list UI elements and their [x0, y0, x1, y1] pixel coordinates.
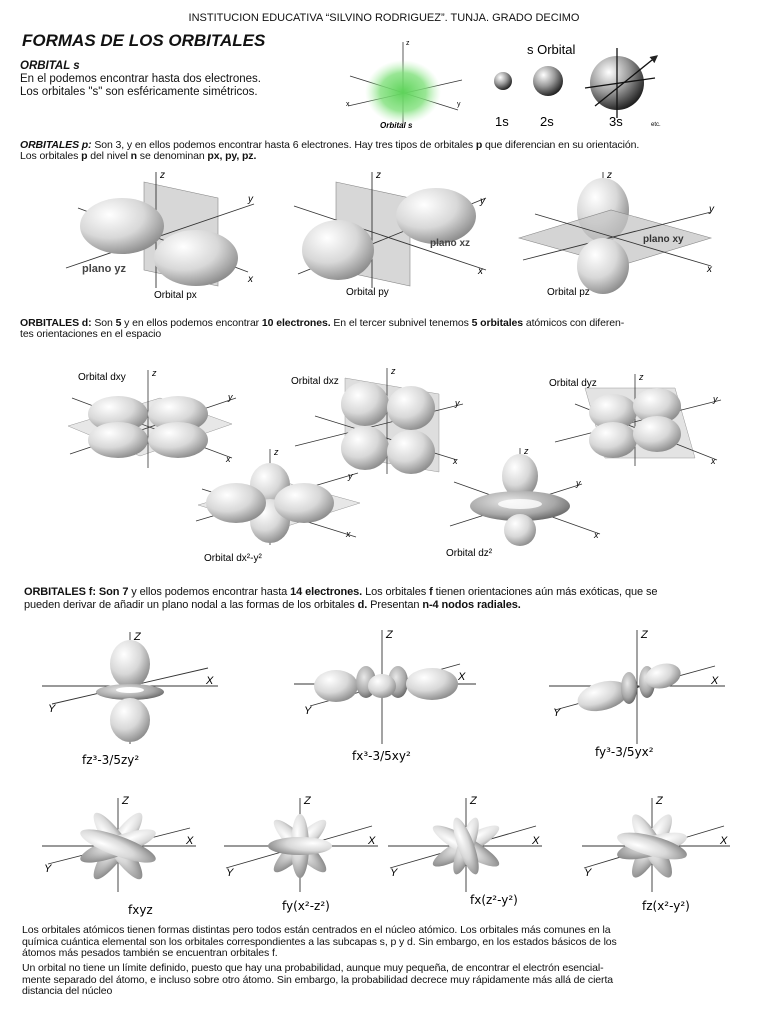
d-t7: atómicos con diferen-	[523, 317, 625, 329]
axis-X: X	[532, 835, 540, 847]
d-t4: 10 electrones.	[261, 317, 331, 329]
p-line2b: p	[81, 150, 88, 162]
axis-X: X	[368, 835, 376, 847]
d-t2: 5	[115, 317, 122, 329]
s-orbital-diagram-title: s Orbital	[527, 42, 576, 57]
f-t5: f	[429, 586, 433, 598]
orbital-s-heading: ORBITAL s	[20, 60, 80, 72]
axis-z-label: z	[406, 40, 410, 47]
axis-y: y	[348, 471, 353, 481]
orbital-fxyz-figure	[40, 792, 200, 918]
d-t6: 5 orbitales	[471, 317, 524, 329]
orbital-dx2y2-figure	[188, 445, 368, 565]
axis-x: x	[346, 529, 351, 539]
footer-p1-line3: átomos más pesados también se encuentran orbitales f.	[22, 947, 278, 959]
axis-x: x	[453, 456, 458, 466]
axis-z: z	[639, 372, 644, 382]
axis-Y: Y	[553, 707, 561, 719]
f-t4: Los orbitales	[362, 586, 430, 598]
lobe-py-left	[302, 220, 374, 280]
orbitales-f-text	[24, 586, 754, 612]
lobe-py-right	[396, 188, 476, 244]
p-line2a: Los orbitales	[20, 150, 82, 162]
axis-z: z	[391, 366, 396, 376]
sphere-1s	[494, 72, 512, 90]
f-t1: Son 7	[95, 586, 129, 598]
axis-x: x	[226, 454, 231, 464]
axis-Y: Y	[584, 867, 592, 879]
p-line2f: px, py, pz.	[207, 150, 257, 162]
footer-p1-line1: Los orbitales atómicos tienen formas distintas pero todos están centrados en el núcleo atómico. Los orbitales más comunes en la	[22, 924, 611, 936]
lobe-px-left	[80, 198, 164, 254]
orbital-dxy-label: Orbital dxy	[78, 372, 126, 383]
p-line2d: n	[130, 150, 137, 162]
plane-xz-label: plano xz	[430, 238, 471, 249]
orbital-fy3-figure	[545, 624, 735, 764]
footer-p2-line1: Un orbital no tiene un límite definido, puesto que hay una probabilidad, aunque muy pequeña, de encontrar el electrón esencial-	[22, 962, 604, 974]
footer-paragraph-1	[22, 925, 752, 960]
orbital-dyz-label: Orbital dyz	[549, 378, 597, 389]
orbital-s-line1: En el podemos encontrar hasta dos electrones.	[20, 73, 262, 85]
f-t3: 14 electrones.	[290, 586, 363, 598]
label-1s: 1s	[495, 114, 509, 129]
d-t5: En el tercer subnivel tenemos	[330, 317, 472, 329]
f-l2c: Presentan	[367, 599, 423, 611]
s-orbital-cloud-figure	[340, 36, 470, 132]
axis-X: X	[720, 835, 728, 847]
footer-p2-line3: distancia del núcleo	[22, 985, 113, 997]
axis-x: x	[248, 274, 253, 285]
f-heading: ORBITALES f:	[24, 586, 96, 598]
orbitales-d-text	[20, 318, 760, 340]
axis-X: X	[186, 835, 194, 847]
orbital-f-label-4: fxyz	[128, 903, 153, 917]
orbital-f-label-3: fy³-3/5yx²	[595, 745, 654, 759]
orbital-fy-figure	[222, 792, 382, 918]
axis-x: x	[711, 456, 716, 466]
fy-lobes	[268, 814, 332, 878]
axis-Y: Y	[48, 703, 56, 715]
axis-Z: Z	[304, 795, 311, 807]
orbital-f-label-2: fx³-3/5xy²	[352, 749, 411, 763]
axis-Z: Z	[122, 795, 129, 807]
school-header: INSTITUCION EDUCATIVA “SILVINO RODRIGUEZ”. TUNJA. GRADO DECIMO	[188, 12, 580, 24]
orbital-fz3-figure	[38, 624, 228, 772]
axis-x-label: x	[346, 101, 350, 108]
d-t3: y en ellos podemos encontrar	[121, 317, 262, 329]
axis-y: y	[576, 478, 581, 488]
axis-y: y	[228, 392, 233, 402]
lobe-pz-bottom	[577, 238, 629, 294]
axis-y: y	[455, 398, 460, 408]
p-text1: Son 3, y en ellos podemos encontrar hasta 6 electrones. Hay tres tipos de orbitales	[91, 139, 476, 151]
d-heading: ORBITALES d:	[20, 317, 92, 329]
d-line2: tes orientaciones en el espacio	[20, 328, 162, 340]
footer-paragraph-2	[22, 963, 752, 998]
axis-Y: Y	[390, 867, 398, 879]
orbital-pz-label: Orbital pz	[547, 287, 590, 298]
p-heading: ORBITALES p:	[20, 139, 92, 151]
axis-X: X	[206, 675, 214, 687]
footer-p1-line2: química cuántica elemental son los orbitales correspondientes a las subcapas s, p y d. Sin embargo, en los estados básicos de los	[22, 935, 617, 948]
orbital-pz-figure	[515, 168, 725, 304]
axis-z: z	[376, 170, 381, 181]
sphere-2s	[533, 66, 563, 96]
orbitales-p-text	[20, 140, 760, 162]
axis-X: X	[711, 675, 719, 687]
axis-Y: Y	[226, 867, 234, 879]
orbital-f-label-6: fx(z²-y²)	[470, 893, 518, 907]
footer-p2-line2: mente separado del átomo, e incluso sobre otro átomo. Sin embargo, la probabilidad decrece muy rápidamente más allá de cierta	[22, 973, 614, 986]
axis-x: x	[478, 266, 483, 277]
orbital-s-line2: Los orbitales "s" son esféricamente simétricos.	[20, 86, 258, 98]
axis-z: z	[160, 170, 165, 181]
orbital-fx3-figure	[290, 624, 480, 764]
axis-Y: Y	[44, 863, 52, 875]
axis-y: y	[709, 204, 714, 215]
orbital-f-label-1: fz³-3/5zy²	[82, 753, 140, 767]
orbital-dz2-label: Orbital dz²	[446, 548, 493, 559]
axis-Z: Z	[470, 795, 477, 807]
lobe-px-right	[154, 230, 238, 286]
axis-y: y	[248, 194, 253, 205]
p-bold: p	[475, 139, 483, 151]
p-text2: que diferencian en su orientación.	[482, 139, 640, 151]
f-t6: tienen orientaciones aún más exóticas, que se	[432, 586, 658, 598]
p-line2c: del nivel	[87, 150, 131, 162]
orbital-s-cloud-label: Orbital s	[380, 121, 413, 130]
orbital-py-figure	[290, 168, 500, 304]
s-orbital-sizes-figure	[485, 38, 685, 132]
label-etc: etc.	[651, 122, 661, 128]
page-title: FORMAS DE LOS ORBITALES	[22, 31, 266, 50]
axis-x: x	[707, 264, 712, 275]
orbital-px-figure	[58, 168, 268, 304]
orbital-dz2-figure	[440, 446, 620, 564]
axis-Z: Z	[656, 795, 663, 807]
orbital-f-label-7: fz(x²-y²)	[642, 899, 690, 913]
orbital-fz-figure	[580, 792, 740, 918]
axis-x: x	[594, 530, 599, 540]
axis-X: X	[458, 671, 466, 683]
axis-y-label: y	[457, 101, 461, 108]
p-line2e: se denominan	[136, 150, 208, 162]
axis-y: y	[480, 196, 485, 207]
f-l2d: n-4 nodos radiales.	[422, 599, 521, 611]
plane-xy-label: plano xy	[643, 234, 684, 245]
s-orbital-cloud	[365, 60, 441, 124]
axis-Y: Y	[304, 705, 312, 717]
orbital-py-label: Orbital py	[346, 287, 389, 298]
axis-Z: Z	[386, 629, 393, 641]
orbital-dxz-label: Orbital dxz	[291, 376, 339, 387]
label-3s: 3s	[609, 114, 623, 129]
d-t1: Son	[91, 317, 116, 329]
orbital-f-label-5: fy(x²-z²)	[282, 899, 330, 913]
axis-z: z	[274, 447, 279, 457]
orbital-px-label: Orbital px	[154, 290, 197, 301]
axis-y: y	[713, 394, 718, 404]
f-l2a: pueden derivar de añadir un plano nodal a las formas de los orbitales	[24, 599, 358, 611]
orbital-dx2y2-label: Orbital dx²-y²	[204, 553, 262, 564]
orbital-fx-figure	[386, 792, 546, 918]
axis-z: z	[607, 170, 612, 181]
label-2s: 2s	[540, 114, 554, 129]
plane-yz-label: plano yz	[82, 263, 127, 275]
orbital-s-section	[20, 60, 261, 99]
axis-z: z	[524, 446, 529, 456]
f-t2: y ellos podemos encontrar hasta	[128, 586, 291, 598]
axis-z: z	[152, 368, 157, 378]
axis-Z: Z	[641, 629, 648, 641]
f-l2b: d.	[357, 599, 368, 611]
axis-Z: Z	[134, 631, 141, 643]
